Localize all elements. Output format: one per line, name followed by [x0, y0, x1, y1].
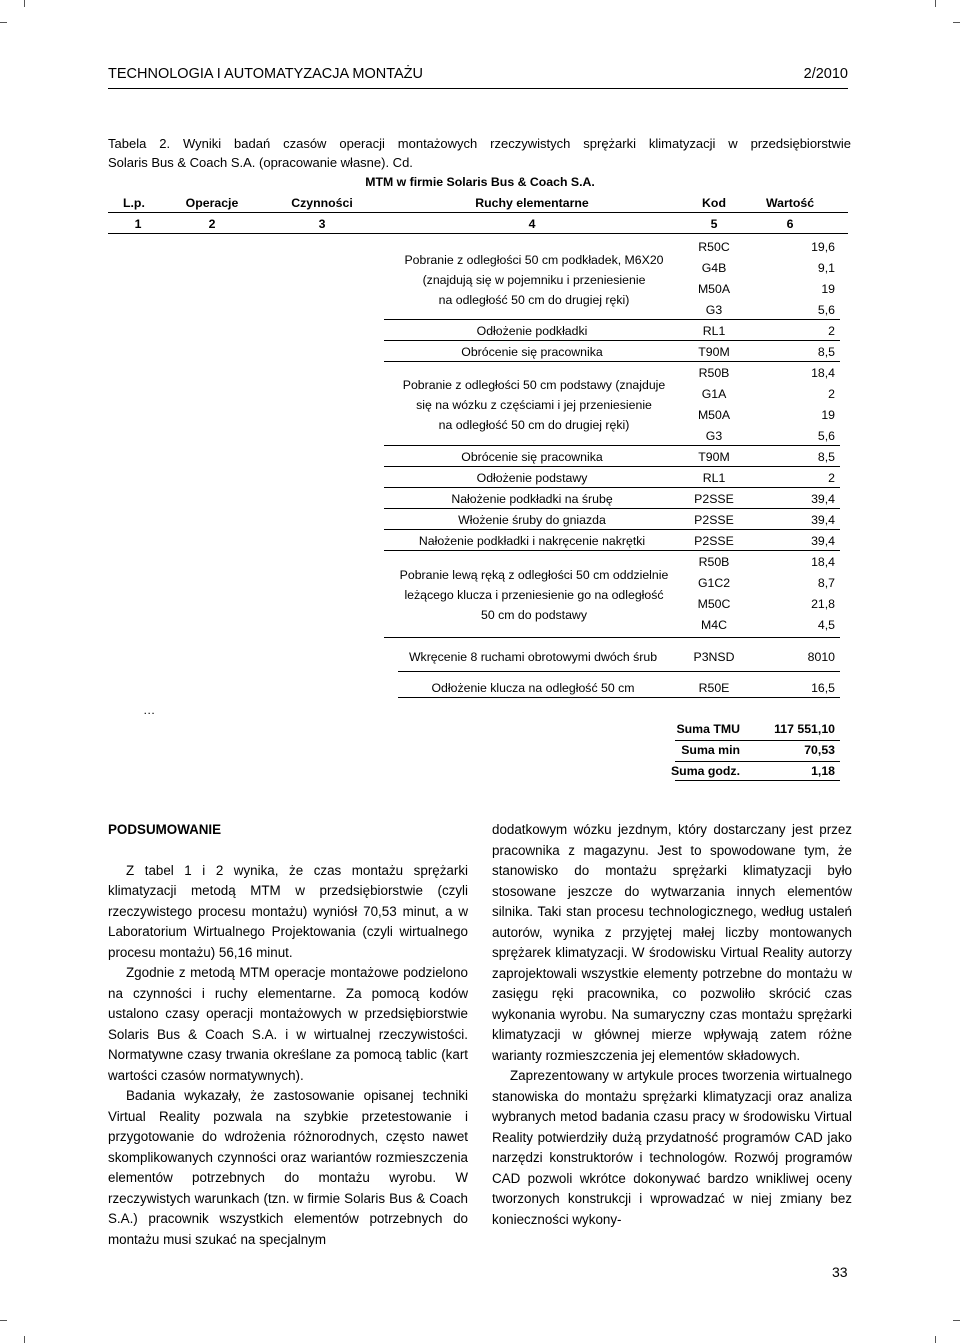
- header-kod: Kod: [702, 196, 726, 210]
- row-value: 5,6: [817, 429, 835, 443]
- row-value: 19: [821, 282, 835, 296]
- header-rule-2: [108, 233, 848, 234]
- row-code: G1C2: [697, 576, 731, 590]
- row-code: M4C: [701, 618, 727, 632]
- row-code: RL1: [702, 471, 726, 485]
- row-value: 39,4: [811, 492, 835, 506]
- operation-group-2: Pobranie z odległości 50 cm podstawy (znajduje się na wózku z częściami i jej przeniesienie na odległość 50 cm do drugiej ręki): [402, 378, 666, 432]
- summary-paragraph-1: Z tabel 1 i 2 wynika, że czas montażu sprężarki klimatyzacji metodą MTM w przedsiębiorstwie (czyli rzeczywistego procesu montażu) wyniósł 70,53 minut, a w Laboratorium Wirtualnego Projektowania (czyli wirtualnego procesu montażu) 56,16 minut.: [108, 862, 468, 960]
- col-number-1: 1: [134, 217, 142, 231]
- row-value: 8,5: [817, 345, 835, 359]
- col-number-6: 6: [786, 217, 794, 231]
- row-operation: Wkręcenie 8 ruchami obrotowymi dwóch śrub: [408, 650, 658, 664]
- header-operacje: Operacje: [185, 196, 239, 210]
- sum-hours-label: Suma godz.: [670, 764, 740, 778]
- row-code: T90M: [698, 345, 730, 359]
- row-code: G3: [705, 303, 723, 317]
- row-value: 19,6: [811, 240, 835, 254]
- row-code: P2SSE: [694, 513, 734, 527]
- row-code: G3: [705, 429, 723, 443]
- operation-group-3: Pobranie lewą ręką z odległości 50 cm oddzielnie leżącego klucza i przeniesienie go na odległość 50 cm do podstawy: [399, 568, 669, 622]
- row-code: T90M: [698, 450, 730, 464]
- row-code: G1A: [701, 387, 727, 401]
- row-value: 21,8: [811, 597, 835, 611]
- row-value: 8,5: [817, 450, 835, 464]
- caption-line-1: Tabela 2. Wyniki badań czasów operacji montażowych rzeczywistych sprężarki klimatyzacji w przedsiębiorstwie: [108, 136, 851, 151]
- row-value: 8,7: [817, 576, 835, 590]
- row-value: 19: [821, 408, 835, 422]
- col-number-2: 2: [208, 217, 216, 231]
- row-rule: [384, 529, 840, 530]
- row-operation: Włożenie śruby do gniazda: [458, 513, 606, 527]
- operation-group-1: Pobranie z odległości 50 cm podkładek, M6X20 (znajdują się w pojemniku i przeniesienie na odległość 50 cm do drugiej ręki): [404, 253, 664, 307]
- sum-tmu-label: Suma TMU: [676, 722, 740, 736]
- issue-number: 2/2010: [803, 66, 848, 82]
- row-operation: Odłożenie podkładki: [476, 324, 588, 338]
- summary-left-column: [108, 820, 468, 1250]
- summary-paragraph-4: dodatkowym wózku jezdnym, który dostarczany jest przez pracownika z magazynu. Jest to spowodowane tym, że stanowisko do montażu sprężarki klimatyzacji było stosowane jeszcze do wytwarzania innych elementów silnika. Taki stan procesu technologicznego, według ustaleń autorów, wynika z przyjętej małej liczby montowanych sprężarek klimatyzacji. W środowisku Virtual Reality autorzy zaprojektowali wszystkie elementy potrzebne do montażu w zasięgu ręki pracownika, co pozwoliło skrócić czas wykonania wyrobu. Na sumaryczny czas montażu sprężarki klimatyzacji w głównej mierze wpływają zatem różne warianty rozmieszczenia jej elementów składowych.: [492, 822, 852, 1063]
- row-value: 5,6: [817, 303, 835, 317]
- row-rule: [384, 637, 840, 638]
- col-number-4: 4: [528, 217, 536, 231]
- row-value: 16,5: [811, 681, 835, 695]
- row-operation: Obrócenie się pracownika: [461, 345, 603, 359]
- row-code: P3NSD: [693, 650, 735, 664]
- row-operation: Obrócenie się pracownika: [461, 450, 603, 464]
- row-code: M50A: [697, 408, 731, 422]
- row-value: 4,5: [817, 618, 835, 632]
- summary-heading: PODSUMOWANIE: [108, 822, 222, 837]
- header-ruchy: Ruchy elementarne: [475, 196, 589, 210]
- sum-hours-value: 1,18: [811, 764, 835, 778]
- row-rule: [384, 550, 840, 551]
- row-code: R50B: [698, 366, 730, 380]
- row-rule: [384, 445, 840, 446]
- row-code: M50A: [697, 282, 731, 296]
- row-rule: [384, 319, 840, 320]
- table-caption: [108, 134, 851, 172]
- page-number: 33: [832, 1264, 848, 1280]
- row-rule: [384, 340, 840, 341]
- row-rule: [384, 487, 840, 488]
- row-operation: Nałożenie podkładki i nakręcenie nakrętki: [418, 534, 646, 548]
- summary-paragraph-2: Zgodnie z metodą MTM operacje montażowe podzielono na czynności i ruchy elementarne. Za pomocą kodów ustalono czasy operacji montażowych w przedsiębiorstwie Solaris Bus & Coach S.A. i w wirtualnej rzeczywistości. Normatywne czasy trwania określane za pomocą tablic (kart wartości czasów normatywnych).: [108, 965, 468, 1083]
- header-rule-1: [108, 212, 848, 213]
- row-value: 18,4: [811, 555, 835, 569]
- row-operation: Odłożenie klucza na odległość 50 cm: [431, 681, 635, 695]
- row-value: 18,4: [811, 366, 835, 380]
- summary-paragraph-3: Badania wykazały, że zastosowanie opisanej techniki Virtual Reality pozwala na szybkie przetestowanie i przygotowanie do wdrożenia różnorodnych, często nawet skomplikowanych czynności oraz wariantów rozmieszczenia elementów potrzebnych do montażu wyrobu. W rzeczywistych warunkach (tzn. w firmie Solaris Bus & Coach S.A.) pracownik wszystkich elementów potrzebnych do montażu musi szukać na specjalnym: [108, 1088, 468, 1247]
- summary-paragraph-5: Zaprezentowany w artykule proces tworzenia wirtualnego stanowiska do montażu sprężarki klimatyzacji oraz analiza wybranych metod badania czasu pracy w środowisku Virtual Reality potwierdziły dużą przydatność programów CAD jako narzędzi konstruktorów i technologów. Rozwój programów CAD pozwoli wkrótce dokonywać bardzo wnikliwej oceny tworzonych konstrukcji i wprowadzać w niej zmiany bez konieczności wykony-: [492, 1068, 852, 1227]
- row-code: G4B: [701, 261, 727, 275]
- running-header: [108, 66, 848, 86]
- row-value: 2: [828, 324, 835, 338]
- row-value: 2: [828, 471, 835, 485]
- sum-rule-1: [675, 740, 840, 741]
- row-value: 9,1: [817, 261, 835, 275]
- col-number-3: 3: [318, 217, 326, 231]
- row-rule: [384, 361, 840, 362]
- header-lp: L.p.: [123, 196, 145, 210]
- row-value: 39,4: [811, 534, 835, 548]
- row-value: 8010: [807, 650, 835, 664]
- header-wartosc: Wartość: [765, 196, 815, 210]
- col-number-5: 5: [710, 217, 718, 231]
- ellipsis: …: [143, 703, 156, 717]
- row-rule: [398, 697, 840, 698]
- row-rule: [398, 671, 840, 672]
- caption-line-2: Solaris Bus & Coach S.A. (opracowanie własne). Cd.: [108, 155, 413, 170]
- row-operation: Nałożenie podkładki na śrubę: [451, 492, 613, 506]
- sum-rule-2: [675, 761, 840, 762]
- row-code: R50C: [698, 240, 730, 254]
- summary-right-column: [492, 820, 852, 1230]
- row-value: 2: [828, 387, 835, 401]
- header-czynnosci: Czynności: [291, 196, 353, 210]
- header-rule: [108, 88, 848, 89]
- sum-min-value: 70,53: [804, 743, 835, 757]
- journal-title: TECHNOLOGIA I AUTOMATYZACJA MONTAŻU: [108, 66, 424, 82]
- row-code: RL1: [702, 324, 726, 338]
- row-code: R50B: [698, 555, 730, 569]
- row-code: M50C: [697, 597, 731, 611]
- row-rule: [384, 508, 840, 509]
- sum-tmu-value: 117 551,10: [774, 722, 835, 736]
- row-value: 39,4: [811, 513, 835, 527]
- row-rule: [384, 466, 840, 467]
- table-title: MTM w firmie Solaris Bus & Coach S.A.: [365, 175, 595, 189]
- row-code: R50E: [698, 681, 730, 695]
- sum-rule-3: [675, 780, 840, 781]
- row-operation: Odłożenie podstawy: [476, 471, 588, 485]
- row-code: P2SSE: [694, 534, 734, 548]
- row-code: P2SSE: [694, 492, 734, 506]
- sum-min-label: Suma min: [681, 743, 740, 757]
